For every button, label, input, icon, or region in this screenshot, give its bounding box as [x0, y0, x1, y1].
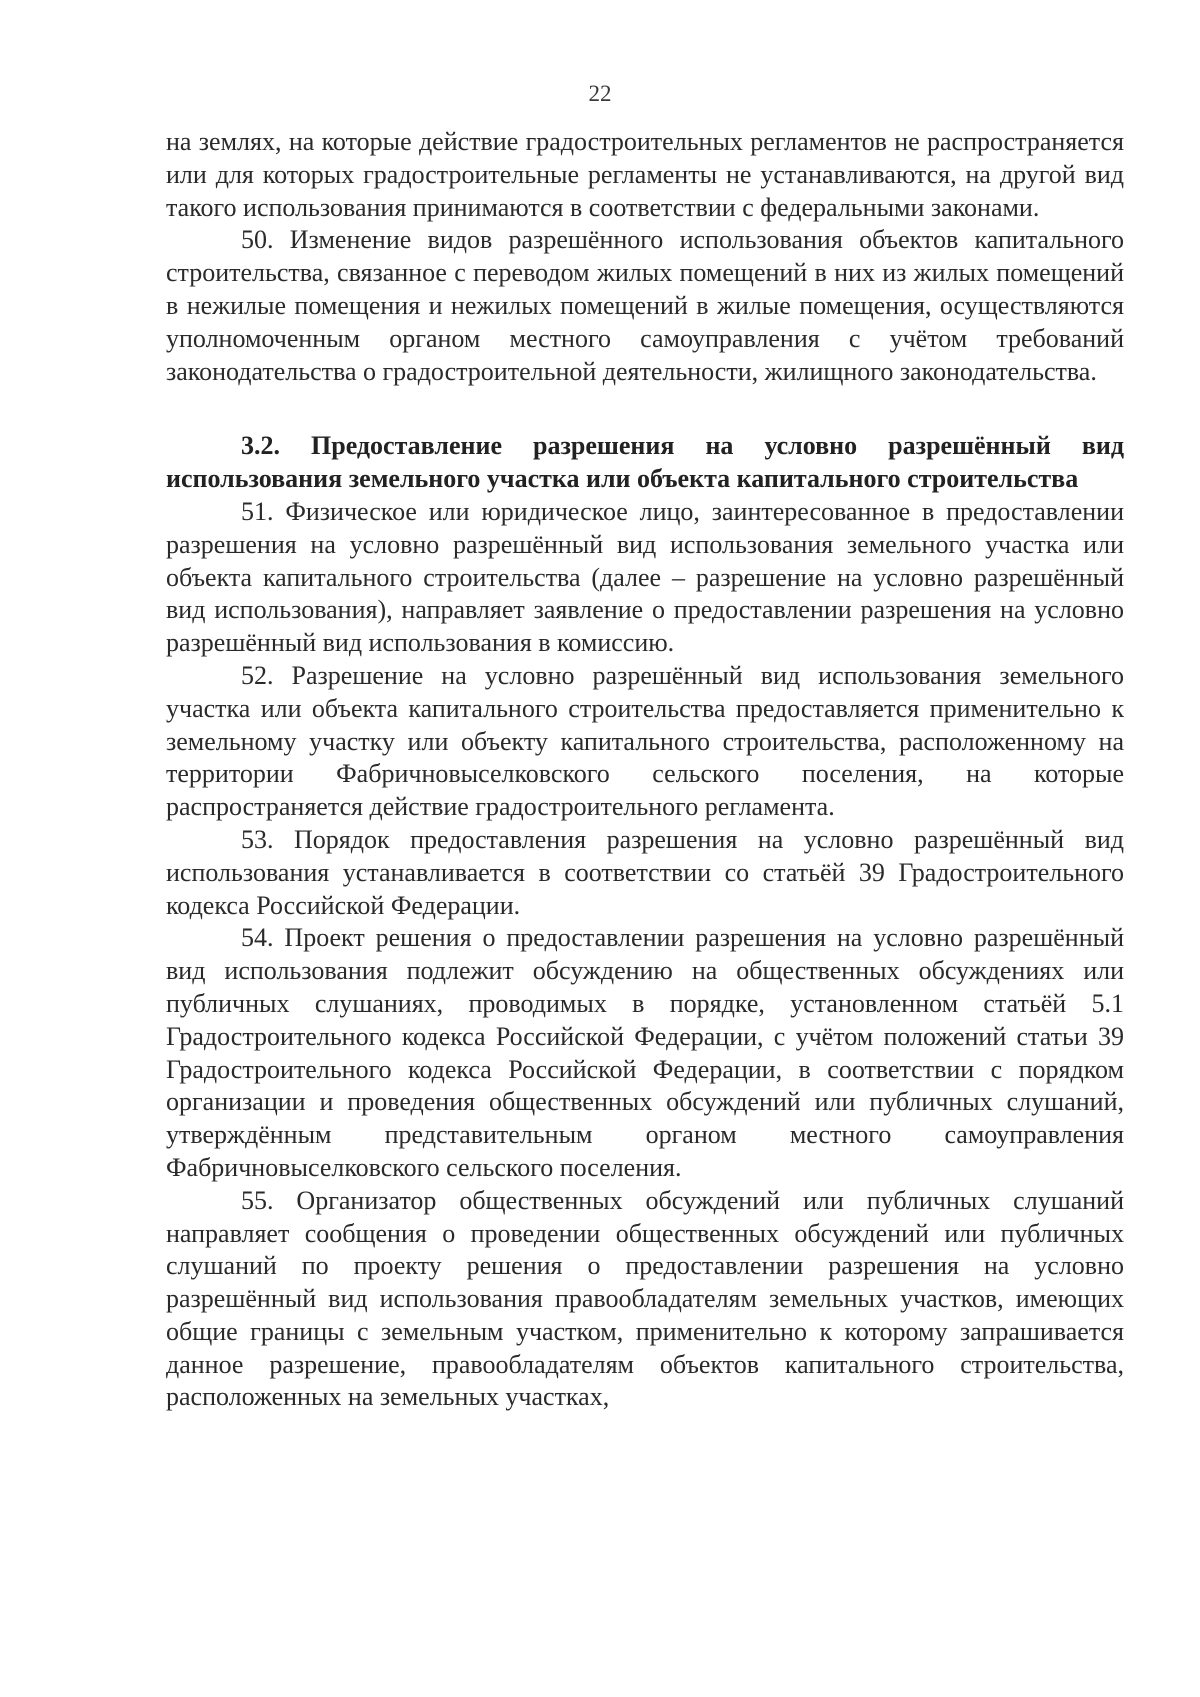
- paragraph-55: 55. Организатор общественных обсуждений или публичных слушаний направляет сообщения о проведении общественных обсуждений или публичных слушаний по проекту решения о предоставлении разрешения на условно разрешённый вид использования правообладателям земельных участков, имеющих общие границы с земельным участком, применительно к которому запрашивается данное разрешение, правообладателям объектов капитального строительства, расположенных на земельных участках,: [166, 1185, 1124, 1412]
- page-number: 22: [588, 81, 612, 106]
- paragraph-54: 54. Проект решения о предоставлении разрешения на условно разрешённый вид использования подлежит обсуждению на общественных обсуждениях или публичных слушаниях, проводимых в порядке, установленном статьёй 5.1 Градостроительного кодекса Российской Федерации, с учётом положений статьи 39 Градостроительного кодекса Российской Федерации, в соответствии с порядком организации и проведения общественных обсуждений или публичных слушаний, утверждённым представительным органом местного самоуправления Фабричновыселковского сельского поселения.: [166, 923, 1124, 1182]
- section-heading: 3.2. Предоставление разрешения на условно разрешённый вид использования земельного участка или объекта капитального строительства: [166, 431, 1124, 494]
- paragraph-continuation: на землях, на которые действие градостроительных регламентов не распространяется или для которых градостроительные регламенты не устанавливаются, на другой вид такого использования принимаются в соответствии с федеральными законами.: [166, 127, 1124, 222]
- paragraph-51: 51. Физическое или юридическое лицо, заинтересованное в предоставлении разрешения на условно разрешённый вид использования земельного участка или объекта капитального строительства (далее – разрешение на условно разрешённый вид использования), направляет заявление о предоставлении разрешения на условно разрешённый вид использования в комиссию.: [166, 496, 1124, 658]
- paragraph-53: 53. Порядок предоставления разрешения на условно разрешённый вид использования устанавливается в соответствии со статьёй 39 Градостроительного кодекса Российской Федерации.: [166, 824, 1124, 920]
- paragraph-50: 50. Изменение видов разрешённого использования объектов капитального строительства, связанное с переводом жилых помещений в них из жилых помещений в нежилые помещения и нежилых помещений в жилые помещения, осуществляются уполномоченным органом местного самоуправления с учётом требований законодательства о градостроительной деятельности, жилищного законодательства.: [166, 225, 1124, 386]
- paragraph-52: 52. Разрешение на условно разрешённый вид использования земельного участка или объекта капитального строительства предоставляется применительно к земельному участку или объекту капитального строительства, расположенному на территории Фабричновыселковского сельского поселения, на которые распространяется действие градостроительного регламента.: [166, 660, 1124, 822]
- document-body: [166, 126, 1124, 1414]
